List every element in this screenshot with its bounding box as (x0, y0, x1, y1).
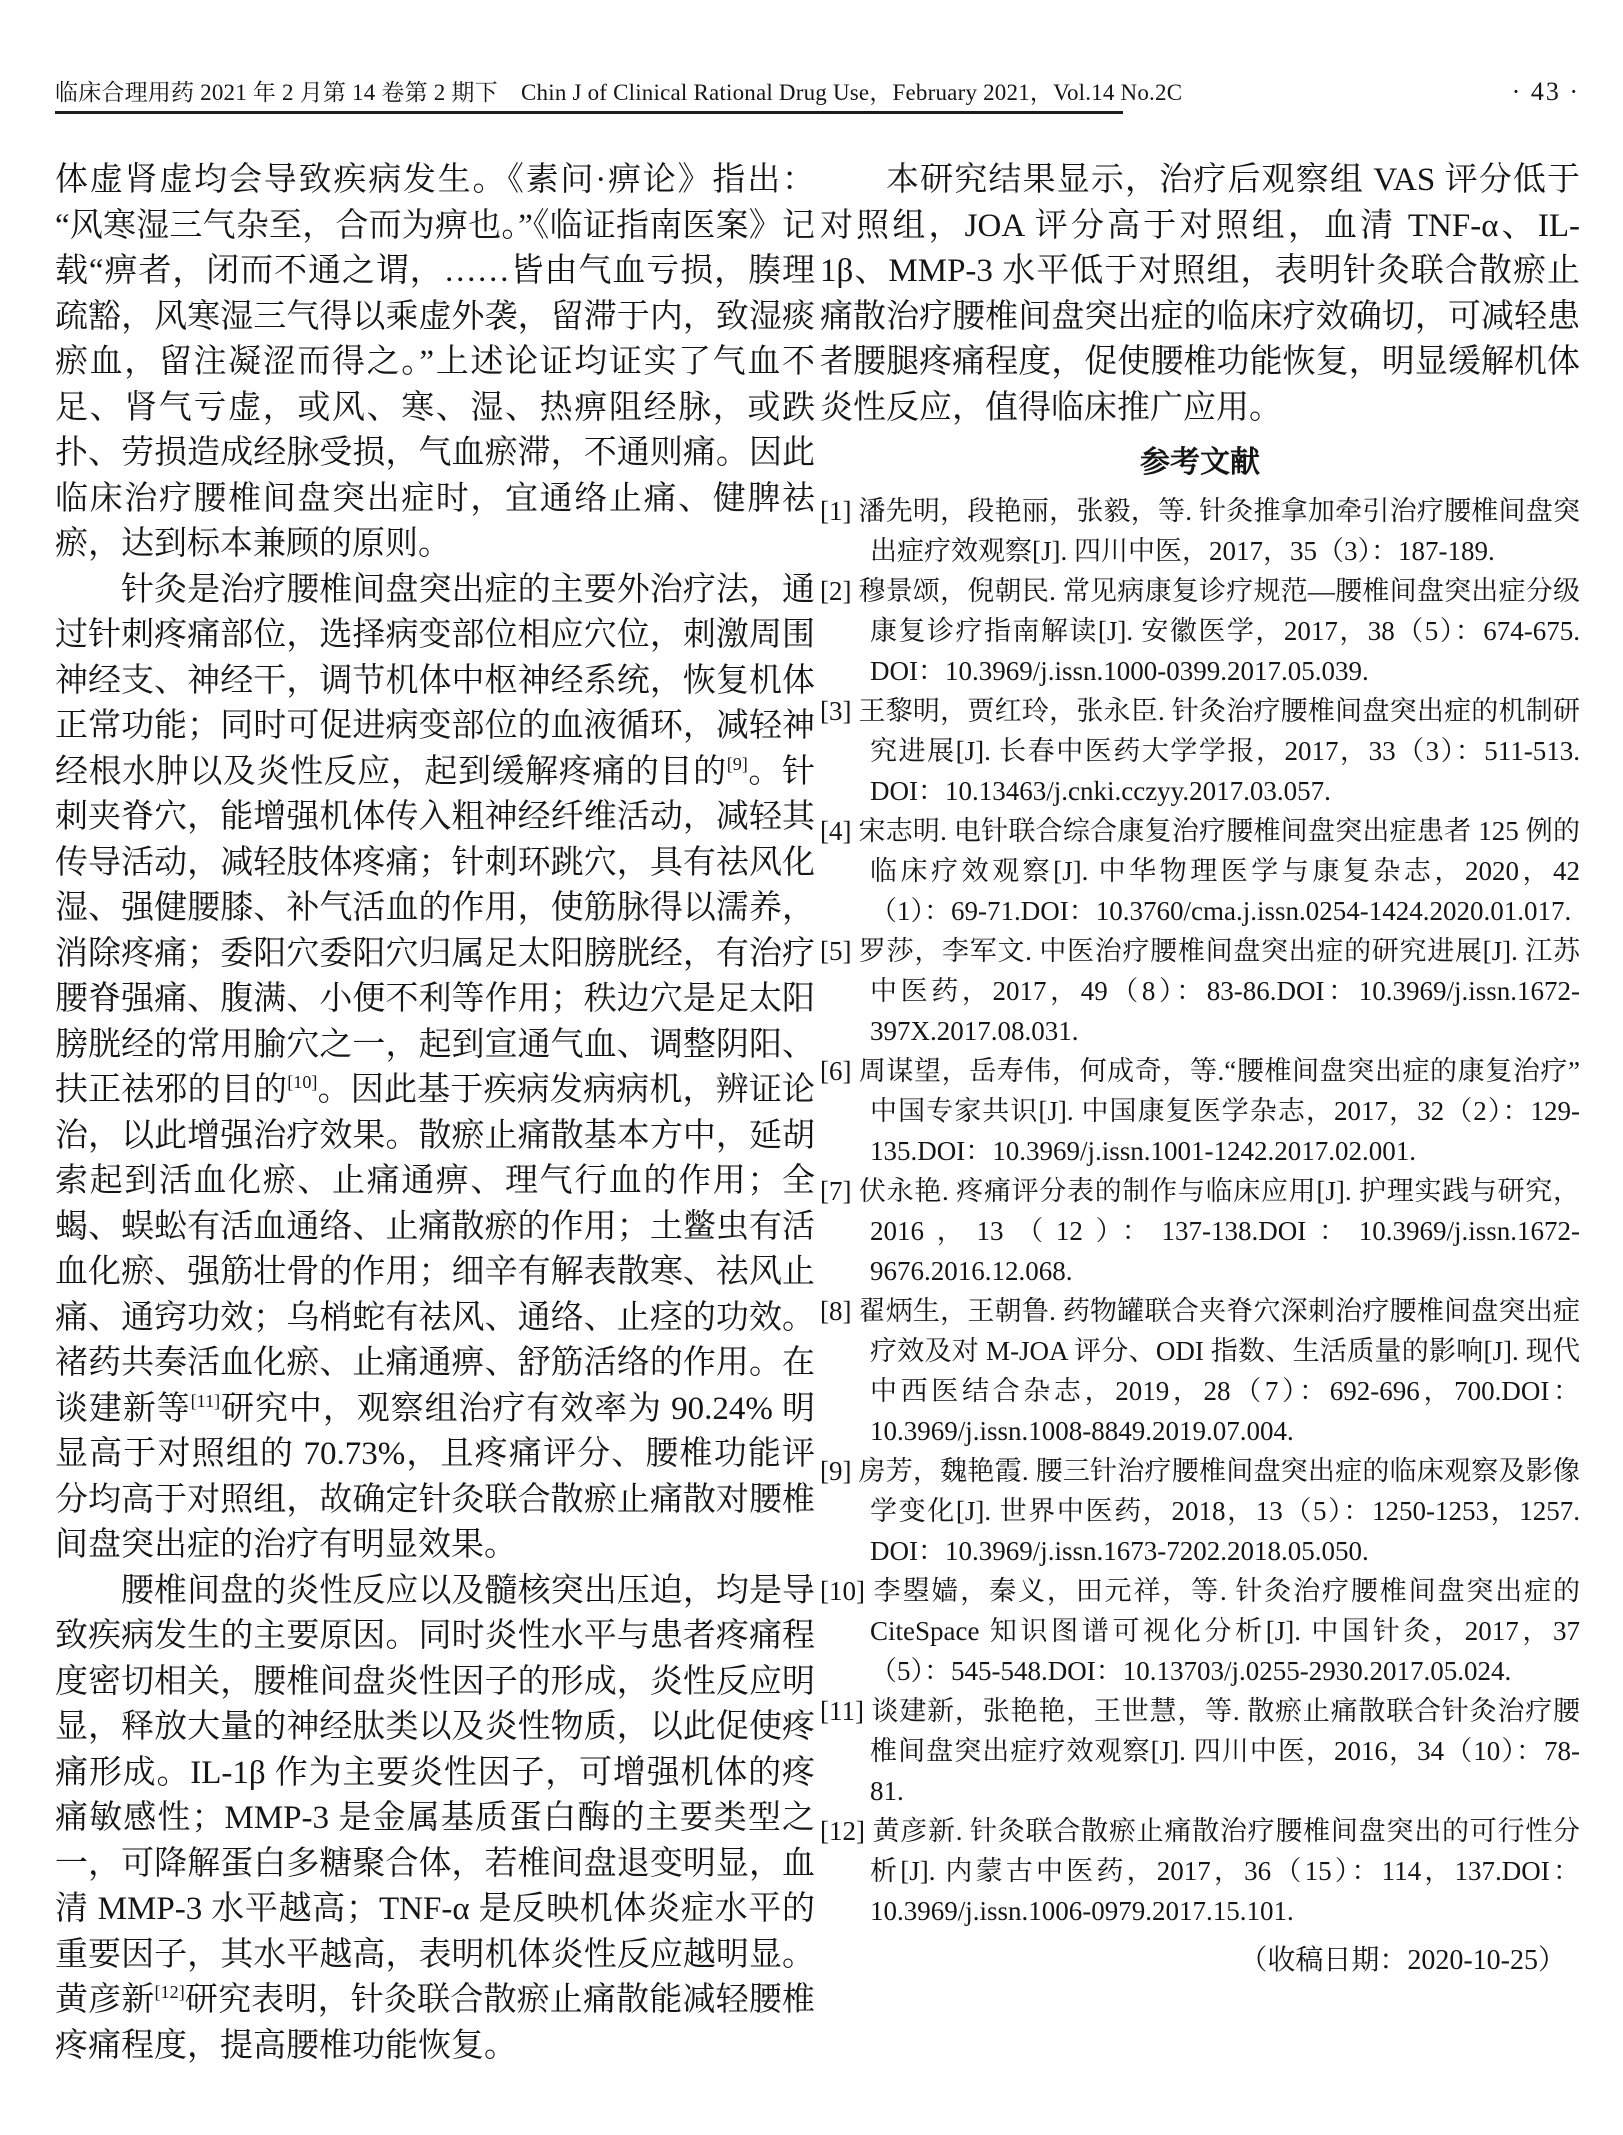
citation-superscript: [11] (190, 1390, 221, 1411)
reference-label: [5] (820, 936, 852, 966)
body-paragraph: 体虚肾虚均会导致疾病发生。《素问·痹论》指出：“风寒湿三气杂至，合而为痹也。”《临证指南医案》记载“痹者，闭而不通之谓，……皆由气血亏损，腠理疏豁，风寒湿三气得以乘虚外袭，留滞于内，致湿痰瘀血，留注凝涩而得之。”上述论证均证实了气血不足、肾气亏虚，或风、寒、湿、热痹阻经脉，或跌扑、劳损造成经脉受损，气血瘀滞，不通则痛。因此临床治疗腰椎间盘突出症时，宜通络止痛、健脾祛瘀，达到标本兼顾的原则。 (55, 162, 815, 562)
reference-item: [2] 穆景颂，倪朝民. 常见病康复诊疗规范—腰椎间盘突出症分级康复诊疗指南解读[J]. 安徽医学，2017，38（5）：674-675. DOI：10.3969/j.issn.1000-0399.2017.05.039. (820, 576, 1580, 686)
left-column (55, 158, 815, 2069)
reference-label: [2] (820, 576, 852, 606)
reference-item: [10] 李曌嫱，秦义，田元祥，等. 针灸治疗腰椎间盘突出症的 CiteSpace 知识图谱可视化分析[J]. 中国针灸，2017，37（5）：545-548.DOI：10.13703/j.0255-2930.2017.05.024. (820, 1576, 1580, 1686)
received-date: （收稿日期：2020-10-25） (1239, 1945, 1566, 1976)
citation-superscript: [12] (154, 1982, 185, 2002)
reference-item: [11] 谈建新，张艳艳，王世慧，等. 散瘀止痛散联合针灸治疗腰椎间盘突出症疗效观察[J]. 四川中医，2016，34（10）：78-81. (820, 1696, 1580, 1806)
reference-item: [6] 周谋望，岳寿伟，何成奇，等.“腰椎间盘突出症的康复治疗”中国专家共识[J]. 中国康复医学杂志，2017，32（2）：129-135.DOI：10.3969/j.issn.1001-1242.2017.02.001. (820, 1056, 1580, 1166)
reference-item: [3] 王黎明，贾红玲，张永臣. 针灸治疗腰椎间盘突出症的机制研究进展[J]. 长春中医药大学学报，2017，33（3）：511-513. DOI：10.13463/j.cnki.cczyy.2017.03.057. (820, 696, 1580, 806)
reference-label: [6] (820, 1056, 852, 1086)
reference-label: [8] (820, 1296, 852, 1326)
reference-item: [8] 翟炳生，王朝鲁. 药物罐联合夹脊穴深刺治疗腰椎间盘突出症疗效及对 M-JOA 评分、ODI 指数、生活质量的影响[J]. 现代中西医结合杂志，2019，28（7）：692-696，700.DOI：10.3969/j.issn.1008-8849.2019.07.004. (820, 1296, 1580, 1446)
citation-superscript: [9] (726, 753, 748, 774)
body-paragraph: 腰椎间盘的炎性反应以及髓核突出压迫，均是导致疾病发生的主要原因。同时炎性水平与患者疼痛程度密切相关，腰椎间盘炎性因子的形成，炎性反应明显，释放大量的神经肽类以及炎性物质，以此促使疼痛形成。IL-1β 作为主要炎性因子，可增强机体的疼痛敏感性；MMP-3 是金属基质蛋白酶的主要类型之一，可降解蛋白多糖聚合体，若椎间盘退变明显，血清 MMP-3 水平越高；TNF-α 是反映机体炎症水平的重要因子，其水平越高，表明机体炎性反应越明显。黄彦新[12]研究表明，针灸联合散瘀止痛散能减轻腰椎疼痛程度，提高腰椎功能恢复。 (55, 1572, 816, 2064)
reference-label: [11] (820, 1696, 864, 1726)
right-column (820, 158, 1580, 2069)
journal-header-line: 临床合理用药 2021 年 2 月第 14 卷第 2 期下 Chin J of Clinical Rational Drug Use，February 2021，Vol.14 No.2C (55, 80, 1183, 105)
reference-item: [12] 黄彦新. 针灸联合散瘀止痛散治疗腰椎间盘突出的可行性分析[J]. 内蒙古中医药，2017，36（15）：114，137.DOI：10.3969/j.issn.1006-0979.2017.15.101. (820, 1816, 1580, 1926)
reference-label: [7] (820, 1176, 852, 1206)
references-heading: 参考文献 (1140, 446, 1260, 479)
page-number: · 43 · (1511, 77, 1580, 106)
body-paragraph: 针灸是治疗腰椎间盘突出症的主要外治疗法，通过针刺疼痛部位，选择病变部位相应穴位，刺激周围神经支、神经干，调节机体中枢神经系统，恢复机体正常功能；同时可促进病变部位的血液循环，减轻神经根水肿以及炎性反应，起到缓解疼痛的目的[9]。针刺夹脊穴，能增强机体传入粗神经纤维活动，减轻其传导活动，减轻肢体疼痛；针刺环跳穴，具有祛风化湿、强健腰膝、补气活血的作用，使筋脉得以濡养，消除疼痛；委阳穴委阳穴归属足太阳膀胱经，有治疗腰脊强痛、腹满、小便不利等作用；秩边穴是足太阳膀胱经的常用腧穴之一，起到宣通气血、调整阴阳、扶正祛邪的目的[10]。因此基于疾病发病病机，辨证论治，以此增强治疗效果。散瘀止痛散基本方中，延胡索起到活血化瘀、止痛通痹、理气行血的作用；全蝎、蜈蚣有活血通络、止痛散瘀的作用；土鳖虫有活血化瘀、强筋壮骨的作用；细辛有解表散寒、祛风止痛、通窍功效；乌梢蛇有祛风、通络、止痉的功效。褚药共奏活血化瘀、止痛通痹、舒筋活络的作用。在谈建新等[11]研究中，观察组治疗有效率为 90.24% 明显高于对照组的 70.73%，且疼痛评分、腰椎功能评分均高于对照组，故确定针灸联合散瘀止痛散对腰椎间盘突出症的治疗有明显效果。 (55, 571, 816, 1563)
reference-item: [4] 宋志明. 电针联合综合康复治疗腰椎间盘突出症患者 125 例的临床疗效观察[J]. 中华物理医学与康复杂志，2020，42（1）：69-71.DOI：10.3760/cma.j.issn.0254-1424.2020.01.017. (820, 816, 1580, 926)
right-column-paragraphs (820, 158, 1580, 431)
page-header (55, 74, 1580, 107)
reference-item: [7] 伏永艳. 疼痛评分表的制作与临床应用[J]. 护理实践与研究，2016，13（12）：137-138.DOI：10.3969/j.issn.1672-9676.2016.12.068. (820, 1176, 1580, 1286)
reference-label: [3] (820, 696, 852, 726)
reference-item: [1] 潘先明，段艳丽，张毅，等. 针灸推拿加牵引治疗腰椎间盘突出症疗效观察[J]. 四川中医，2017，35（3）：187-189. (820, 496, 1580, 566)
reference-label: [1] (820, 496, 852, 526)
references-list (820, 491, 1580, 1931)
reference-label: [9] (820, 1456, 852, 1486)
header-rule (55, 111, 1123, 114)
citation-superscript: [10] (287, 1072, 318, 1092)
reference-item: [9] 房芳，魏艳霞. 腰三针治疗腰椎间盘突出症的临床观察及影像学变化[J]. 世界中医药，2018，13（5）：1250-1253，1257. DOI：10.3969/j.issn.1673-7202.2018.05.050. (820, 1456, 1580, 1566)
reference-label: [12] (820, 1816, 865, 1846)
body-paragraph: 本研究结果显示，治疗后观察组 VAS 评分低于对照组，JOA 评分高于对照组，血清 TNF-α、IL-1β、MMP-3 水平低于对照组，表明针灸联合散瘀止痛散治疗腰椎间盘突出症的临床疗效确切，可减轻患者腰腿疼痛程度，促使腰椎功能恢复，明显缓解机体炎性反应，值得临床推广应用。 (820, 162, 1580, 426)
reference-label: [10] (820, 1576, 865, 1606)
reference-label: [4] (820, 816, 852, 846)
two-column-body (55, 158, 1580, 2069)
reference-item: [5] 罗莎，李军文. 中医治疗腰椎间盘突出症的研究进展[J]. 江苏中医药，2017，49（8）：83-86.DOI：10.3969/j.issn.1672-397X.2017.08.031. (820, 936, 1580, 1046)
